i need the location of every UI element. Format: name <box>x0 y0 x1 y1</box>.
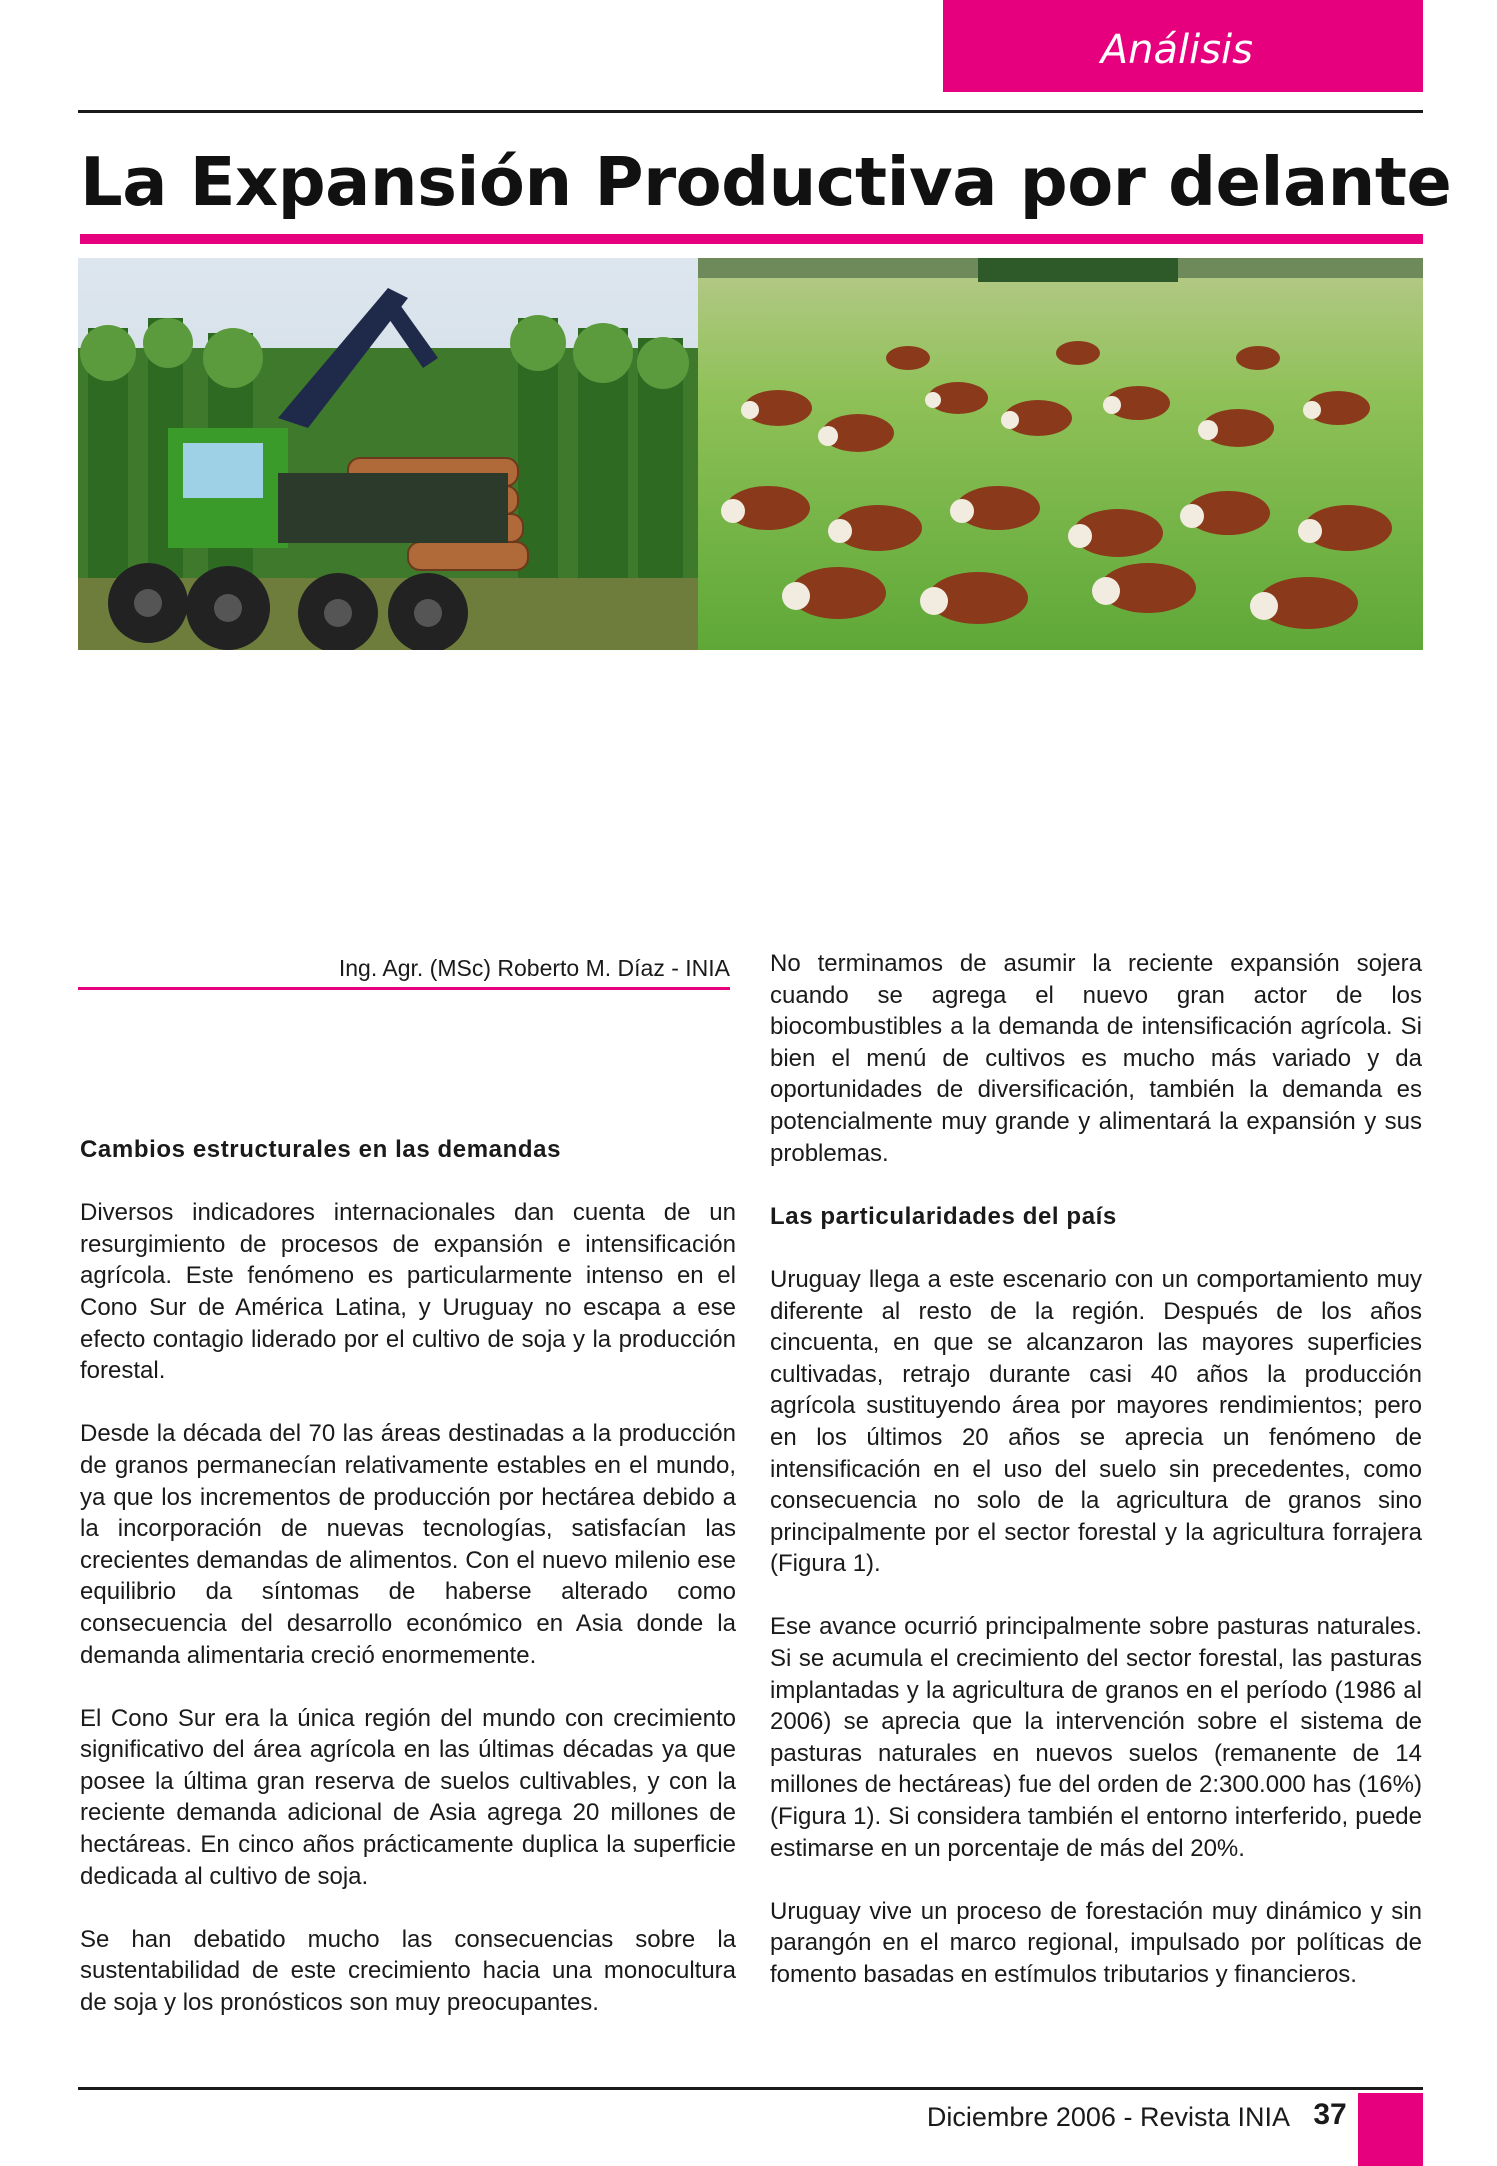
section-label: Análisis <box>1100 27 1253 73</box>
section-heading: Cambios estructurales en las demandas <box>80 1136 562 1163</box>
page-title: La Expansión Productiva por delante <box>80 143 1452 221</box>
hero-photo <box>78 258 1423 650</box>
paragraph: Diversos indicadores internacionales dan cuenta de un resurgimiento de procesos de expansión e intensificación agrícola. Este fenómeno es particularmente intenso en el Cono Sur de América Latina, y Uruguay no escapa a ese efecto contagio liderado por el cultivo de soja y la producción forestal. <box>80 1199 736 1385</box>
footer-issue: Diciembre 2006 - Revista INIA <box>926 2102 1290 2132</box>
right-column <box>770 948 1422 2022</box>
paragraph: Uruguay vive un proceso de forestación muy dinámico y sin parangón en el marco regional, impulsado por políticas de fomento basadas en estímulos tributarios y financieros. <box>770 1897 1422 1988</box>
forestry-forwarder-icon <box>78 258 698 650</box>
paragraph: El Cono Sur era la única región del mundo con crecimiento significativo del área agrícola en las últimas décadas ya que posee la última gran reserva de suelos cultivables, y con la reciente demanda adicional de Asia agrega 20 millones de hectáreas. En cinco años prácticamente duplica la superficie dedicada al cultivo de soja. <box>80 1704 736 1890</box>
page-number: 37 <box>1313 2098 1347 2131</box>
paragraph: Ese avance ocurrió principalmente sobre pasturas naturales. Si se acumula el crecimiento del sector forestal, las pasturas implantadas y la agricultura de granos en el período (1986 al 2006) se aprecia que la intervención sobre el sistema de pasturas naturales en nuevos suelos (remanente de 14 millones de hectáreas) fue del orden de 2:300.000 has (16%) (Figura 1). Si considera también el entorno interferido, puede estimarse en un porcentaje de más del 20%. <box>770 1613 1422 1862</box>
top-divider <box>78 110 1423 113</box>
paragraph: Se han debatido mucho las consecuencias sobre la sustentabilidad de este crecimiento hacia una monocultura de soja y los pronósticos son muy preocupantes. <box>80 1925 736 2017</box>
paragraph: Desde la década del 70 las áreas destinadas a la producción de granos permanecían relativamente estables en el mundo, ya que los incrementos de producción por hectárea debido a la incorporación de nuevas tecnologías, satisfacían las crecientes demandas de alimentos. Con el nuevo milenio ese equilibrio da síntomas de haberse alterado como consecuencia del desarrollo económico en Asia donde la demanda alimentaria creció enormemente. <box>80 1420 736 1669</box>
bottom-divider <box>78 2087 1423 2090</box>
section-heading: Las particularidades del país <box>770 1202 1117 1230</box>
paragraph: Uruguay llega a este escenario con un comportamiento muy diferente al resto de la región. Después de los años cincuenta, en que se alcanzaron las mayores superficies cultivadas, retrajo durante casi 40 años la producción agrícola sustituyendo área por mayores rendimientos; pero en los últimos 20 años se aprecia un fenómeno de intensificación en el uso del suelo sin precedentes, como consecuencia no solo de la agricultura de granos sino principalmente por el sector forestal y la agricultura forrajera (Figura 1). <box>770 1265 1422 1578</box>
author-byline: Ing. Agr. (MSc) Roberto M. Díaz - INIA <box>338 955 730 981</box>
paragraph: No terminamos de asumir la reciente expansión sojera cuando se agrega el nuevo gran actor de los biocombustibles a la demanda de intensificación agrícola. Si bien el menú de cultivos es mucho más variado y da oportunidades de diversificación, también la demanda es potencialmente muy grande y alimentará la expansión y sus problemas. <box>770 950 1422 1167</box>
footer-tab <box>1358 2093 1423 2166</box>
section-tab <box>943 0 1423 92</box>
title-underline <box>80 234 1423 244</box>
left-column <box>80 1134 736 2050</box>
cattle-grazing-icon <box>698 258 1423 650</box>
byline-underline <box>78 987 730 990</box>
